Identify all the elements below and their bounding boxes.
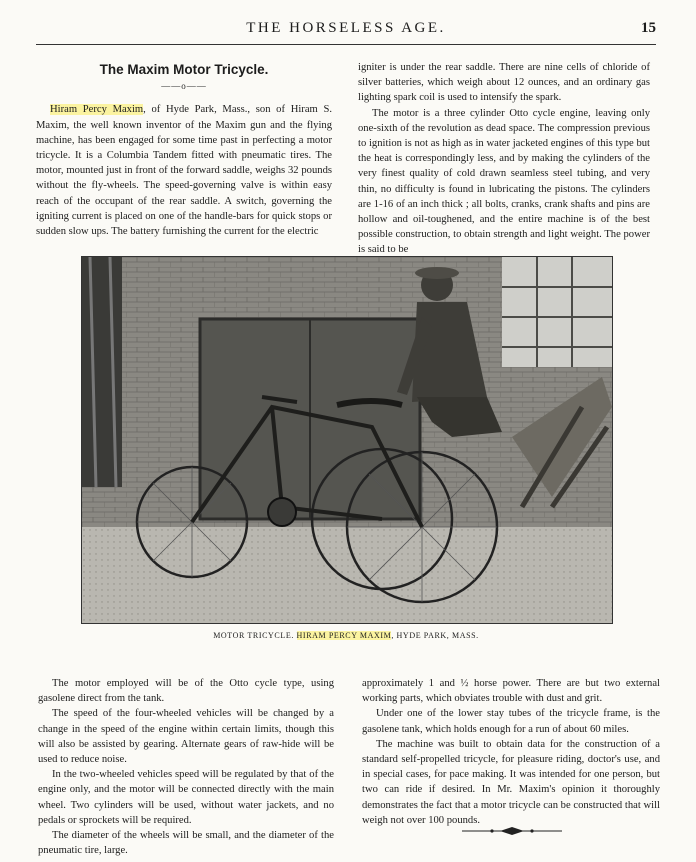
paragraph: The speed of the four-wheeled vehicles will be changed by a change in the speed of the engine within certain limits, though this will also be assisted by gearing. Alternate gears of raw-hide will be used to reduce noise. bbox=[38, 708, 334, 766]
paragraph: igniter is under the rear saddle. There are nine cells of chloride of silver batteries, which weigh about 12 ounces, and an ordinary gas lighting spark coil is used to intensify the spark. bbox=[358, 62, 650, 104]
paragraph: In the two-wheeled vehicles speed will be regulated by that of the engine only, and the motor will be connected directly with the main wheel. Two cylinders will be used, without water jackets, and no pedals or sprockets will be required. bbox=[38, 769, 334, 826]
column-left-top bbox=[36, 60, 332, 239]
paragraph: Under one of the lower stay tubes of the tricycle frame, is the gasolene tank, which holds enough for a run of about 60 miles. bbox=[362, 708, 660, 735]
paragraph: approximately 1 and ½ horse power. There are but two external working parts, which obviates trouble with dust and grit. bbox=[362, 678, 660, 705]
column-right-bottom bbox=[362, 676, 660, 828]
paragraph: The motor employed will be of the Otto cycle type, using gasolene direct from the tank. bbox=[38, 678, 334, 705]
journal-title: THE HORSELESS AGE. bbox=[246, 20, 446, 36]
page-header bbox=[36, 20, 656, 44]
intro-paragraph bbox=[36, 102, 332, 239]
intro-text: , of Hyde Park, Mass., son of Hiram S. Maxim, the well known inventor of the Maxim gun and the flying machine, has been engaged for some time past in perfecting a motor tricycle. It is a Columbia Tandem fitted with pneumatic tires. The motor, mounted just in front of the forward saddle, weighs 32 pounds without the fly-wheels. The speed-governing valve is within easy reach of the occupant of the rear saddle. A switch, governing the igniting current is placed on one of the handle-bars for quick stops or sudden slow ups. The battery furnishing the current for the electric bbox=[36, 104, 332, 238]
caption-prefix: MOTOR TRICYCLE. bbox=[213, 631, 294, 640]
end-ornament bbox=[462, 826, 562, 836]
column-right-top bbox=[358, 60, 650, 258]
photo-caption bbox=[36, 631, 656, 640]
motor-tricycle-photo bbox=[81, 256, 613, 624]
paragraph: The motor is a three cylinder Otto cycle engine, leaving only one-sixth of the revolution as dead space. The compression previous to ignition is not as high as in water jacketed engines of this type but the heat is correspondingly less, and by making the cylinders of the very finest quality of cold drawn seamless steel tubing, and very thin, no difficulty is found in lubricating the pistons. The cylinders are 1-16 of an inch thick ; all bolts, cranks, crank shafts and pins are hollow and oil-toughened, and the entire machine is of the best possible construction, to obtain strength and light weight. The power is said to be bbox=[358, 107, 650, 256]
column-left-bottom bbox=[38, 676, 334, 858]
page-number: 15 bbox=[641, 20, 656, 36]
caption-name: HIRAM PERCY MAXIM bbox=[296, 631, 392, 640]
paragraph: The diameter of the wheels will be small, and the diameter of the pneumatic tire, large. bbox=[38, 830, 334, 857]
highlighted-name: Hiram Percy Maxim bbox=[50, 104, 144, 116]
tricycle-illustration bbox=[82, 257, 612, 623]
article-title: The Maxim Motor Tricycle. bbox=[99, 62, 269, 77]
caption-suffix: , HYDE PARK, MASS. bbox=[391, 631, 479, 640]
paragraph: The machine was built to obtain data for the construction of a standard self-propelled tricycle, for pleasure riding, doctor's use, and in special cases, for pace making. It was intended for one person, but two can ride if desired. In Mr. Maxim's opinion it thoroughly demonstrates the fact that a motor tricycle can be constructed that will weigh not over 100 pounds. bbox=[362, 738, 660, 826]
header-rule bbox=[36, 44, 656, 45]
title-ornament: ——o—— bbox=[161, 81, 207, 92]
